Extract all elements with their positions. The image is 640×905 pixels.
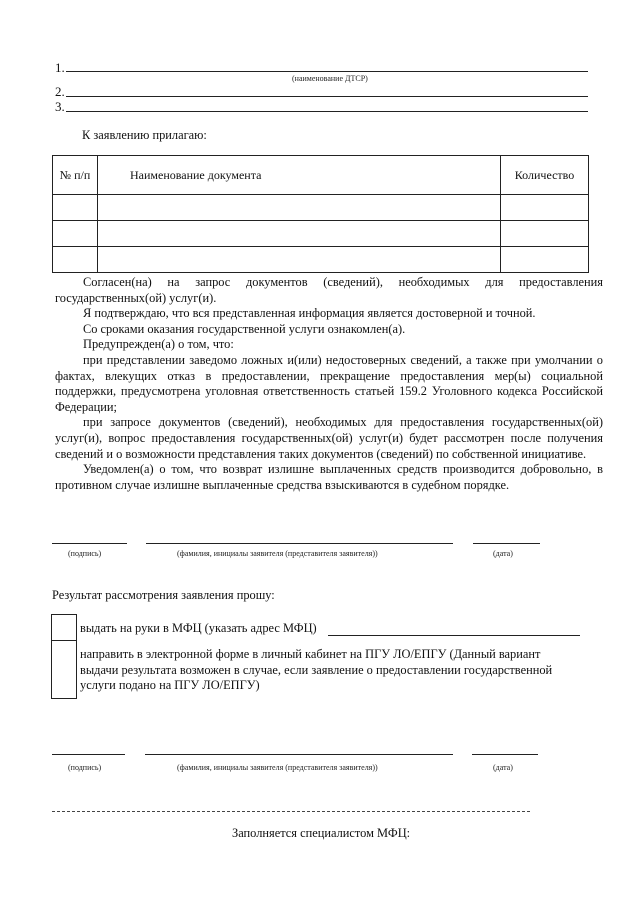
- table-cell[interactable]: [501, 221, 589, 247]
- statement-consent: Согласен(на) на запрос документов (сведений), необходимых для предоставления государственных(ой) услуг(и).: [55, 275, 603, 305]
- line-1-number: 1.: [55, 60, 65, 75]
- date-caption-2: (дата): [493, 763, 513, 772]
- table-cell[interactable]: [53, 247, 98, 273]
- line-2-number: 2.: [55, 84, 65, 99]
- name-caption-2: (фамилия, инициалы заявителя (представителя заявителя)): [177, 763, 378, 772]
- result-label: Результат рассмотрения заявления прошу:: [52, 588, 275, 602]
- signature-line[interactable]: [52, 543, 127, 544]
- signature-caption-2: (подпись): [68, 763, 102, 772]
- table-cell[interactable]: [98, 195, 501, 221]
- option-pickup-label: выдать на руки в МФЦ (указать адрес МФЦ): [80, 621, 317, 635]
- table-row: [53, 195, 589, 221]
- signature-line-2[interactable]: [52, 754, 125, 755]
- table-cell[interactable]: [501, 195, 589, 221]
- date-caption: (дата): [493, 549, 513, 558]
- date-line-2[interactable]: [472, 754, 538, 755]
- line-3-number: 3.: [55, 99, 65, 114]
- table-cell[interactable]: [501, 247, 589, 273]
- statement-refund: Уведомлен(а) о том, что возврат излишне выплаченных средств производится добровольно, в противном случае излишне выплаченные средства взыскиваются в судебном порядке.: [55, 462, 603, 492]
- col-name-header: Наименование документа: [98, 156, 501, 195]
- separator-line: [52, 811, 530, 812]
- name-line-2[interactable]: [145, 754, 453, 755]
- option-electronic-label: направить в электронной форме в личный кабинет на ПГУ ЛО/ЕПГУ (Данный вариант выдачи результата возможен в случае, если заявление о предоставлении государственной услуги подано на ПГУ ЛО/ЕПГУ): [80, 647, 553, 693]
- line-3-field[interactable]: [66, 111, 588, 112]
- option-electronic-checkbox[interactable]: [51, 640, 77, 699]
- name-caption: (фамилия, инициалы заявителя (представителя заявителя)): [177, 549, 378, 558]
- line-1-field[interactable]: [66, 71, 588, 72]
- col-quantity-header: Количество: [501, 156, 589, 195]
- option-pickup-checkbox[interactable]: [51, 614, 77, 643]
- statement-confirm: Я подтверждаю, что вся представленная информация является достоверной и точной.: [83, 306, 536, 321]
- attach-label: К заявлению прилагаю:: [82, 128, 207, 142]
- name-line[interactable]: [146, 543, 453, 544]
- statement-warned: Предупрежден(а) о том, что:: [83, 337, 234, 352]
- statement-request-docs: при запросе документов (сведений), необходимых для предоставления государственных(ой) услуг(и), вопрос предоставления государственных(ой) услуг(и) будет рассмотрен после получения сведений и о возможности представления таких документов (сведений) по собственной инициативе.: [55, 415, 603, 461]
- table-header-row: [53, 156, 589, 195]
- documents-table: [52, 155, 589, 273]
- table-cell[interactable]: [98, 221, 501, 247]
- table-row: [53, 247, 589, 273]
- table-cell[interactable]: [53, 221, 98, 247]
- table-cell[interactable]: [53, 195, 98, 221]
- statement-false-info: при представлении заведомо ложных и(или) недостоверных сведений, а также при умолчании о фактах, влекущих отказ в предоставлении, прекращение предоставления мер(ы) социальной поддержки, предусмотрена уголовная ответственность статьей 159.2 Уголовного кодекса Российской Федерации;: [55, 352, 603, 414]
- mfc-section-title: Заполняется специалистом МФЦ:: [232, 826, 411, 840]
- line-2-field[interactable]: [66, 96, 588, 97]
- statement-deadlines: Со сроками оказания государственной услуги ознакомлен(а).: [83, 321, 406, 336]
- table-row: [53, 221, 589, 247]
- signature-caption: (подпись): [68, 549, 102, 558]
- statements-block: [55, 275, 603, 493]
- line-1-caption: (наименование ДТСР): [292, 74, 368, 83]
- date-line[interactable]: [473, 543, 540, 544]
- mfc-address-field[interactable]: [328, 635, 580, 636]
- table-cell[interactable]: [98, 247, 501, 273]
- col-number-header: № п/п: [53, 156, 98, 195]
